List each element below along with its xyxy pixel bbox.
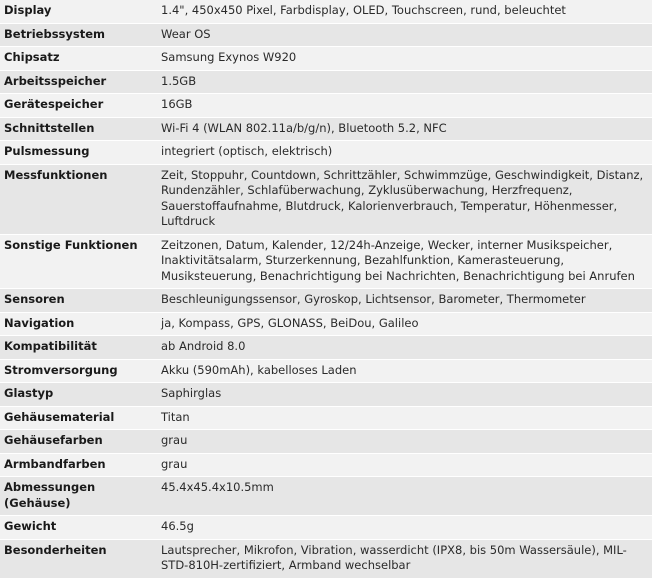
spec-row-navigation bbox=[0, 312, 652, 336]
spec-label: Messfunktionen bbox=[0, 164, 157, 234]
spec-row-schnittstellen bbox=[0, 117, 652, 141]
spec-row-arbeitsspeicher bbox=[0, 70, 652, 94]
spec-value: 46.5g bbox=[157, 516, 652, 540]
spec-row-chipsatz bbox=[0, 47, 652, 71]
spec-value: ja, Kompass, GPS, GLONASS, BeiDou, Galileo bbox=[157, 312, 652, 336]
spec-value: 45.4x45.4x10.5mm bbox=[157, 477, 652, 516]
spec-row-armbandfarben bbox=[0, 453, 652, 477]
spec-row-gehaeusematerial bbox=[0, 406, 652, 430]
spec-value: Akku (590mAh), kabelloses Laden bbox=[157, 359, 652, 383]
spec-row-display bbox=[0, 0, 652, 23]
spec-label: Kompatibilität bbox=[0, 336, 157, 360]
spec-value: Wear OS bbox=[157, 23, 652, 47]
spec-label: Sonstige Funktionen bbox=[0, 234, 157, 289]
spec-label: Armbandfarben bbox=[0, 453, 157, 477]
spec-value: 16GB bbox=[157, 94, 652, 118]
spec-row-messfunktionen bbox=[0, 164, 652, 234]
spec-label: Schnittstellen bbox=[0, 117, 157, 141]
spec-row-sensoren bbox=[0, 289, 652, 313]
spec-label: Arbeitsspeicher bbox=[0, 70, 157, 94]
spec-label: Chipsatz bbox=[0, 47, 157, 71]
spec-label: Display bbox=[0, 0, 157, 23]
spec-label: Abmessungen (Gehäuse) bbox=[0, 477, 157, 516]
spec-row-glastyp bbox=[0, 383, 652, 407]
spec-value: integriert (optisch, elektrisch) bbox=[157, 141, 652, 165]
spec-label: Glastyp bbox=[0, 383, 157, 407]
spec-label: Gewicht bbox=[0, 516, 157, 540]
spec-value: Lautsprecher, Mikrofon, Vibration, wasserdicht (IPX8, bis 50m Wassersäule), MIL-STD-810H-zertifiziert, Armband wechselbar bbox=[157, 539, 652, 578]
spec-row-pulsmessung bbox=[0, 141, 652, 165]
spec-value: Saphirglas bbox=[157, 383, 652, 407]
spec-label: Sensoren bbox=[0, 289, 157, 313]
spec-value: Beschleunigungssensor, Gyroskop, Lichtsensor, Barometer, Thermometer bbox=[157, 289, 652, 313]
spec-label: Pulsmessung bbox=[0, 141, 157, 165]
spec-label: Stromversorgung bbox=[0, 359, 157, 383]
spec-row-kompatibilitaet bbox=[0, 336, 652, 360]
spec-label: Gehäusematerial bbox=[0, 406, 157, 430]
spec-value: ab Android 8.0 bbox=[157, 336, 652, 360]
spec-value: Zeitzonen, Datum, Kalender, 12/24h-Anzeige, Wecker, interner Musikspeicher, Inaktivitätsalarm, Sturzerkennung, Bezahlfunktion, Kamerasteuerung, Musiksteuerung, Benachrichtigung bei Nachrichten, Benachrichtigung bei Anrufen bbox=[157, 234, 652, 289]
spec-label: Besonderheiten bbox=[0, 539, 157, 578]
spec-row-betriebssystem bbox=[0, 23, 652, 47]
spec-value: Titan bbox=[157, 406, 652, 430]
spec-row-geraetespeicher bbox=[0, 94, 652, 118]
spec-value: Zeit, Stoppuhr, Countdown, Schrittzähler, Schwimmzüge, Geschwindigkeit, Distanz, Rundenzähler, Schlafüberwachung, Zyklusüberwachung, Herzfrequenz, Sauerstoffaufnahme, Blutdruck, Kalorienverbrauch, Temperatur, Höhenmesser, Luftdruck bbox=[157, 164, 652, 234]
spec-row-gehaeusefarben bbox=[0, 430, 652, 454]
spec-value: 1.5GB bbox=[157, 70, 652, 94]
spec-value: Wi-Fi 4 (WLAN 802.11a/b/g/n), Bluetooth 5.2, NFC bbox=[157, 117, 652, 141]
spec-value: grau bbox=[157, 430, 652, 454]
spec-value: Samsung Exynos W920 bbox=[157, 47, 652, 71]
spec-label: Gehäusefarben bbox=[0, 430, 157, 454]
spec-row-besonderheiten bbox=[0, 539, 652, 578]
spec-value: grau bbox=[157, 453, 652, 477]
spec-row-stromversorgung bbox=[0, 359, 652, 383]
spec-row-sonstige-funktionen bbox=[0, 234, 652, 289]
spec-row-abmessungen bbox=[0, 477, 652, 516]
spec-row-gewicht bbox=[0, 516, 652, 540]
spec-label: Gerätespeicher bbox=[0, 94, 157, 118]
spec-value: 1.4", 450x450 Pixel, Farbdisplay, OLED, Touchscreen, rund, beleuchtet bbox=[157, 0, 652, 23]
spec-label: Betriebssystem bbox=[0, 23, 157, 47]
spec-label: Navigation bbox=[0, 312, 157, 336]
